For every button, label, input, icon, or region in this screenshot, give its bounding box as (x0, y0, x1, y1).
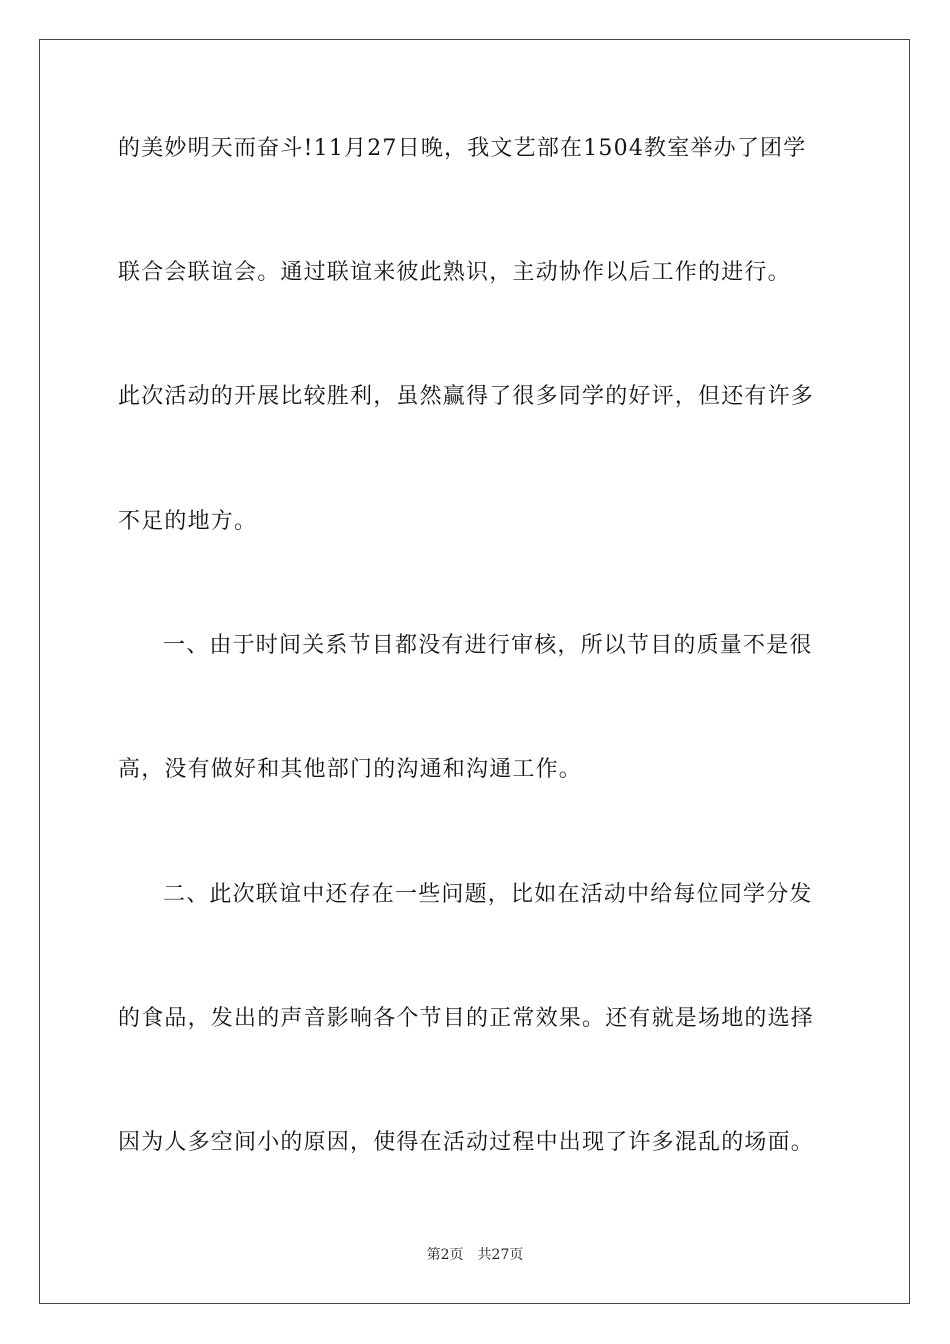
text-line: 联合会联谊会。通过联谊来彼此熟识，主动协作以后工作的进行。 (118, 260, 791, 285)
text-line: 因为人多空间小的原因，使得在活动过程中出现了许多混乱的场面。 (118, 1130, 815, 1155)
page-border (39, 39, 910, 1304)
text-line: 高，没有做好和其他部门的沟通和沟通工作。 (118, 757, 583, 782)
text-line: 的美妙明天而奋斗!11月27日晚，我文艺部在1504教室举办了团学 (118, 136, 807, 161)
total-pages: 共27页 (477, 1247, 524, 1263)
text-line: 不足的地方。 (118, 509, 258, 534)
text-line: 的食品，发出的声音影响各个节目的正常效果。还有就是场地的选择 (118, 1006, 815, 1031)
page-footer (0, 1246, 950, 1264)
paragraph-one-start: 一、由于时间关系节目都没有进行审核，所以节目的质量不是很 (163, 633, 813, 658)
page-number: 第2页 (426, 1247, 464, 1263)
paragraph-two-start: 二、此次联谊中还存在一些问题，比如在活动中给每位同学分发 (163, 882, 813, 907)
text-line: 此次活动的开展比较胜利，虽然赢得了很多同学的好评，但还有许多 (118, 384, 815, 409)
